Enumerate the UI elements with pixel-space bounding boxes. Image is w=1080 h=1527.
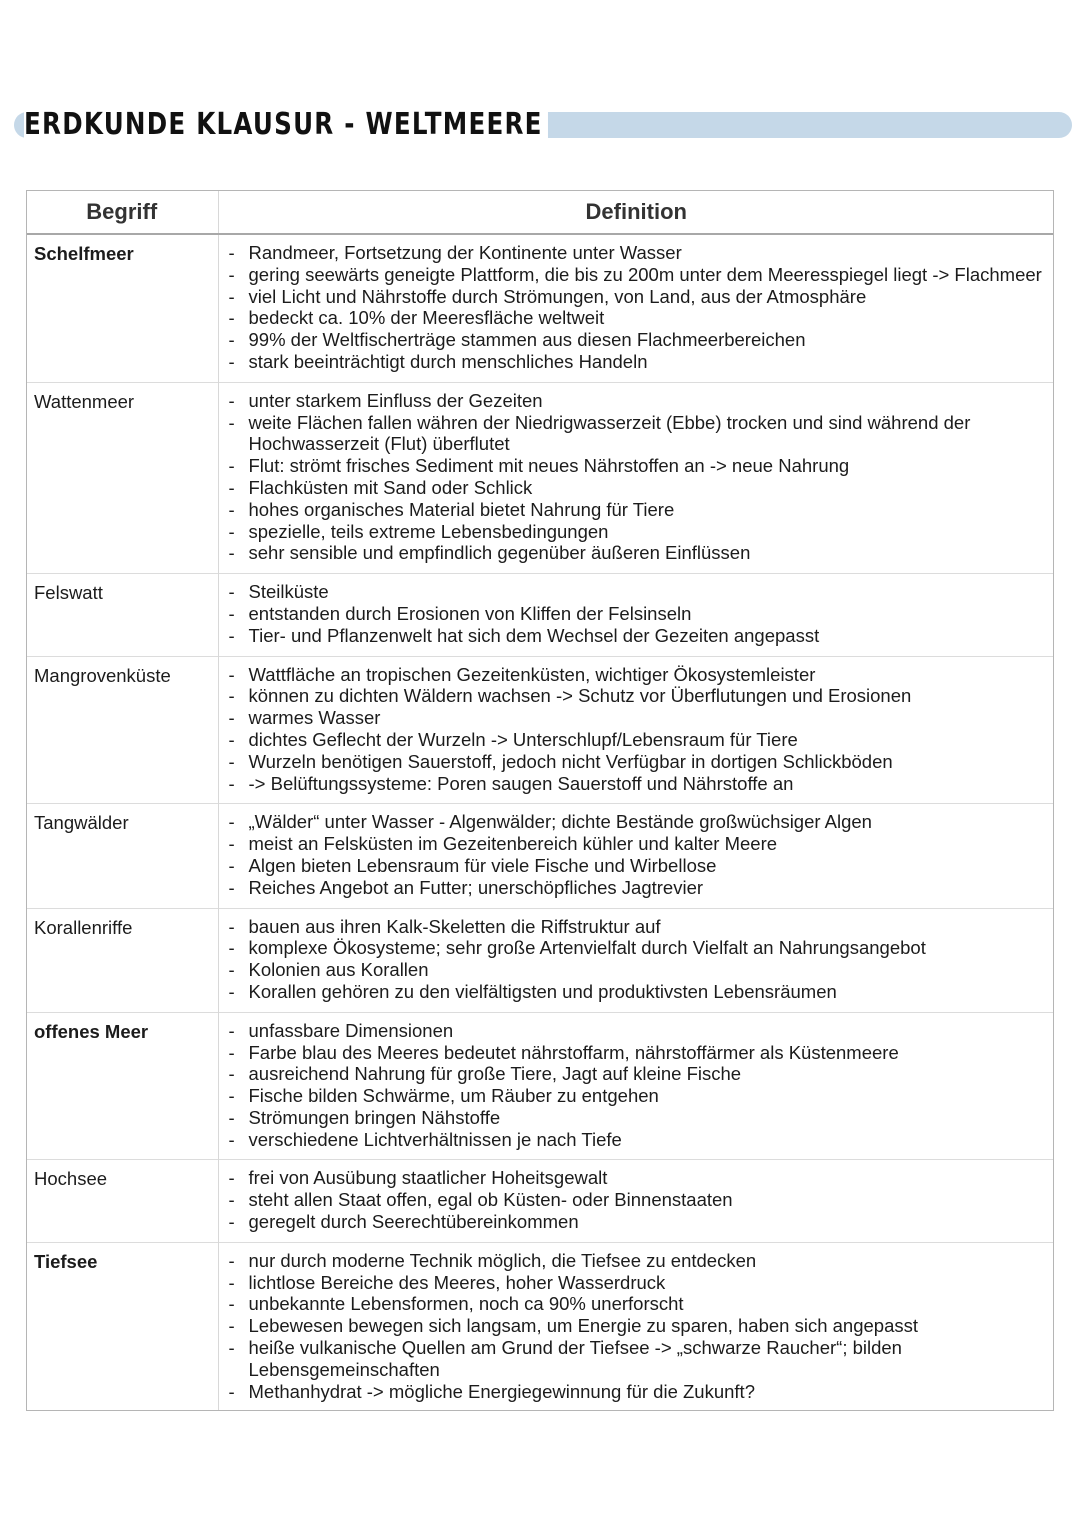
table-row: [26, 1160, 1054, 1242]
definition-item: - Flachküsten mit Sand oder Schlick: [225, 477, 1047, 499]
definition-list: [225, 1250, 1047, 1403]
definition-item: - hohes organisches Material bietet Nahrung für Tiere: [225, 499, 1047, 521]
definition-item: - geregelt durch Seerechtübereinkommen: [225, 1211, 1047, 1233]
definition-item: - ausreichend Nahrung für große Tiere, Jagt auf kleine Fische: [225, 1063, 1047, 1085]
table-row: [26, 574, 1054, 656]
definition-cell: [218, 234, 1054, 382]
terms-table: [26, 190, 1054, 1411]
definition-item: - viel Licht und Nährstoffe durch Strömungen, von Land, aus der Atmosphäre: [225, 286, 1047, 308]
definition-item: - 99% der Weltfischerträge stammen aus diesen Flachmeerbereichen: [225, 329, 1047, 351]
definition-item: - Korallen gehören zu den vielfältigsten und produktivsten Lebensräumen: [225, 981, 1047, 1003]
definition-cell: [218, 908, 1054, 1012]
definition-list: [225, 1020, 1047, 1151]
definition-item: - dichtes Geflecht der Wurzeln -> Unterschlupf/Lebensraum für Tiere: [225, 729, 1047, 751]
definition-item: - unbekannte Lebensformen, noch ca 90% unerforscht: [225, 1293, 1047, 1315]
definition-item: - unter starkem Einfluss der Gezeiten: [225, 390, 1047, 412]
definition-item: - können zu dichten Wäldern wachsen -> Schutz vor Überflutungen und Erosionen: [225, 685, 1047, 707]
definition-item: - meist an Felsküsten im Gezeitenbereich kühler und kalter Meere: [225, 833, 1047, 855]
term-cell: Korallenriffe: [26, 908, 218, 1012]
definition-item: - entstanden durch Erosionen von Kliffen der Felsinseln: [225, 603, 1047, 625]
term-cell: Tangwälder: [26, 804, 218, 908]
term-cell: Wattenmeer: [26, 382, 218, 573]
term-cell: offenes Meer: [26, 1012, 218, 1160]
table-body: [26, 234, 1054, 1411]
definition-item: - nur durch moderne Technik möglich, die Tiefsee zu entdecken: [225, 1250, 1047, 1272]
term-cell: Hochsee: [26, 1160, 218, 1242]
definition-item: - heiße vulkanische Quellen am Grund der Tiefsee -> „schwarze Raucher“; bilden Lebensgemeinschaften: [225, 1337, 1047, 1381]
definition-item: - unfassbare Dimensionen: [225, 1020, 1047, 1042]
definition-item: - lichtlose Bereiche des Meeres, hoher Wasserdruck: [225, 1272, 1047, 1294]
definition-item: - Wattfläche an tropischen Gezeitenküsten, wichtiger Ökosystemleister: [225, 664, 1047, 686]
definition-item: - verschiedene Lichtverhältnissen je nach Tiefe: [225, 1129, 1047, 1151]
definition-item: - steht allen Staat offen, egal ob Küsten- oder Binnenstaaten: [225, 1189, 1047, 1211]
definition-cell: [218, 804, 1054, 908]
definition-list: [225, 1167, 1047, 1232]
table-header-row: [26, 190, 1054, 234]
table-row: [26, 656, 1054, 804]
definition-item: - warmes Wasser: [225, 707, 1047, 729]
definition-item: - Kolonien aus Korallen: [225, 959, 1047, 981]
definition-item: - Lebewesen bewegen sich langsam, um Energie zu sparen, haben sich angepasst: [225, 1315, 1047, 1337]
definition-item: - Farbe blau des Meeres bedeutet nährstoffarm, nährstoffärmer als Küstenmeere: [225, 1042, 1047, 1064]
definition-item: - -> Belüftungssysteme: Poren saugen Sauerstoff und Nährstoffe an: [225, 773, 1047, 795]
definition-list: [225, 390, 1047, 564]
definition-item: - frei von Ausübung staatlicher Hoheitsgewalt: [225, 1167, 1047, 1189]
definition-list: [225, 811, 1047, 898]
definition-item: - weite Flächen fallen währen der Niedrigwasserzeit (Ebbe) trocken und sind während der Hochwasserzeit (Flut) überflutet: [225, 412, 1047, 456]
definition-item: - Wurzeln benötigen Sauerstoff, jedoch nicht Verfügbar in dortigen Schlickböden: [225, 751, 1047, 773]
definition-item: - „Wälder“ unter Wasser - Algenwälder; dichte Bestände großwüchsiger Algen: [225, 811, 1047, 833]
definition-item: - Steilküste: [225, 581, 1047, 603]
definition-item: - Randmeer, Fortsetzung der Kontinente unter Wasser: [225, 242, 1047, 264]
definition-item: - Reiches Angebot an Futter; unerschöpfliches Jagtrevier: [225, 877, 1047, 899]
definition-item: - komplexe Ökosysteme; sehr große Artenvielfalt durch Vielfalt an Nahrungsangebot: [225, 937, 1047, 959]
definition-item: - stark beeinträchtigt durch menschliches Handeln: [225, 351, 1047, 373]
table-row: [26, 908, 1054, 1012]
definition-item: - spezielle, teils extreme Lebensbedingungen: [225, 521, 1047, 543]
table-row: [26, 1012, 1054, 1160]
term-cell: Felswatt: [26, 574, 218, 656]
definition-list: [225, 916, 1047, 1003]
definition-item: - Methanhydrat -> mögliche Energiegewinnung für die Zukunft?: [225, 1381, 1047, 1403]
term-cell: Tiefsee: [26, 1242, 218, 1411]
definition-cell: [218, 1242, 1054, 1411]
definition-cell: [218, 1012, 1054, 1160]
definition-cell: [218, 1160, 1054, 1242]
definition-item: - Flut: strömt frisches Sediment mit neues Nährstoffen an -> neue Nahrung: [225, 455, 1047, 477]
table-row: [26, 1242, 1054, 1411]
table-row: [26, 234, 1054, 382]
header-definition: Definition: [218, 190, 1054, 234]
term-cell: Schelfmeer: [26, 234, 218, 382]
term-cell: Mangrovenküste: [26, 656, 218, 804]
definition-item: - Algen bieten Lebensraum für viele Fische und Wirbellose: [225, 855, 1047, 877]
definition-cell: [218, 574, 1054, 656]
definition-item: - sehr sensible und empfindlich gegenüber äußeren Einflüssen: [225, 542, 1047, 564]
definition-item: - Fische bilden Schwärme, um Räuber zu entgehen: [225, 1085, 1047, 1107]
definition-item: - Strömungen bringen Nähstoffe: [225, 1107, 1047, 1129]
definition-item: - bauen aus ihren Kalk-Skeletten die Riffstruktur auf: [225, 916, 1047, 938]
definition-cell: [218, 382, 1054, 573]
definition-list: [225, 242, 1047, 373]
definition-list: [225, 581, 1047, 646]
page-title: ERDKUNDE KLAUSUR - WELTMEERE: [24, 104, 548, 146]
table-row: [26, 804, 1054, 908]
table-row: [26, 382, 1054, 573]
definition-cell: [218, 656, 1054, 804]
definition-item: - Tier- und Pflanzenwelt hat sich dem Wechsel der Gezeiten angepasst: [225, 625, 1047, 647]
header-term: Begriff: [26, 190, 218, 234]
definition-item: - gering seewärts geneigte Plattform, die bis zu 200m unter dem Meeresspiegel liegt -> Flachmeer: [225, 264, 1047, 286]
definition-list: [225, 664, 1047, 795]
definition-item: - bedeckt ca. 10% der Meeresfläche weltweit: [225, 307, 1047, 329]
